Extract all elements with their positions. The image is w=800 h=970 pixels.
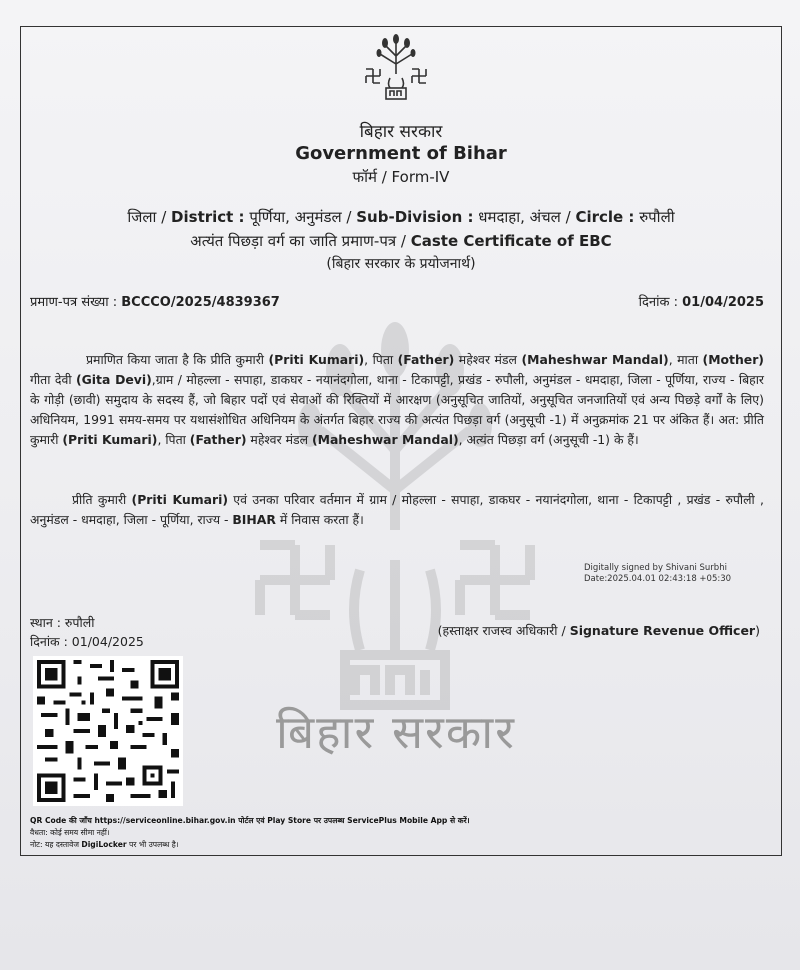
digilocker-note: नोट: यह दस्तावेज DigiLocker पर भी उपलब्ध है। [30, 840, 179, 849]
district-line: जिला / District : पूर्णिया, अनुमंडल / Sub-Division : धमदाहा, अंचल / Circle : रुपौली [127, 208, 675, 226]
form-label: फॉर्म / Form-IV [352, 168, 450, 186]
purpose-line: (बिहार सरकार के प्रयोजनार्थ) [326, 256, 476, 272]
footer-notes [30, 815, 470, 851]
place: स्थान : रुपौली [30, 615, 95, 630]
validity-note: वैधता: कोई समय सीमा नहीं। [30, 828, 110, 837]
place-date-block [30, 613, 144, 651]
certificate-paragraph-2: प्रीति कुमारी (Priti Kumari) एवं उनका परिवार वर्तमान में ग्राम / मोहल्ला - सपाहा, डाकघर - नयानंदगोला, थाना - टिकापट्टी , प्रखंड - रुपौली , अनुमंडल - धमदाहा, जिला - पूर्णिया, राज्य - BIHAR में निवास करता हैं। [30, 492, 764, 527]
qr-verification-note: QR Code की जाँच https://serviceonline.bihar.gov.in पोर्टल एवं Play Store पर उपलब्ध ServicePlus Mobile App से करें। [30, 816, 470, 825]
issue-date: दिनांक : 01/04/2025 [638, 295, 764, 310]
qr-code-icon[interactable] [33, 656, 183, 806]
watermark-text: बिहार सरकार [276, 705, 516, 759]
bihar-emblem-icon [358, 34, 434, 104]
signature-officer: (हस्ताक्षर राजस्व अधिकारी / Signature Revenue Officer) [437, 623, 760, 638]
portal-link[interactable]: https://serviceonline.bihar.gov.in [94, 816, 236, 825]
header-hindi-title: बिहार सरकार [359, 122, 443, 142]
certificate-title: अत्यंत पिछड़ा वर्ग का जाति प्रमाण-पत्र / Caste Certificate of EBC [190, 232, 612, 250]
digital-signature: Digitally signed by Shivani Surbhi Date:2025.04.01 02:43:18 +05:30 [584, 563, 732, 584]
certificate-paragraph-1: प्रमाणित किया जाता है कि प्रीति कुमारी (Priti Kumari), पिता (Father) महेश्वर मंडल (Maheshwar Mandal), माता (Mother) गीता देवी (Gita Devi),ग्राम / मोहल्ला - सपाहा, डाकघर - नयानंदगोला, थाना - टिकापट्टी, प्रखंड - रुपौली, अनुमंडल - धमदाहा, जिला - पूर्णिया, राज्य - बिहार के गोड़ी (छावी) समुदाय के सदस्य हैं, जो बिहार पदों एवं सेवाओं की रिक्तियों में आरक्षण (अनुसूचित जातियों, अनुसूचित जनजातियों एवं अन्य पिछड़े वर्गों के लिए) अधिनियम, 1991 समय-समय पर यथासंशोधित अधिनियम के अंतर्गत बिहार राज्य की अत्यंत पिछड़ा वर्ग (अनुसूची -1) में अनुक्रमांक 21 पर अंकित हैं। अत: प्रीति कुमारी (Priti Kumari), पिता (Father) महेश्वर मंडल (Maheshwar Mandal), अत्यंत पिछड़ा वर्ग (अनुसूची -1) के हैं। [30, 352, 765, 447]
header-english-title: Government of Bihar [295, 143, 507, 164]
sign-date: दिनांक : 01/04/2025 [30, 634, 144, 649]
certificate-number: प्रमाण-पत्र संख्या : BCCCO/2025/4839367 [30, 295, 280, 310]
